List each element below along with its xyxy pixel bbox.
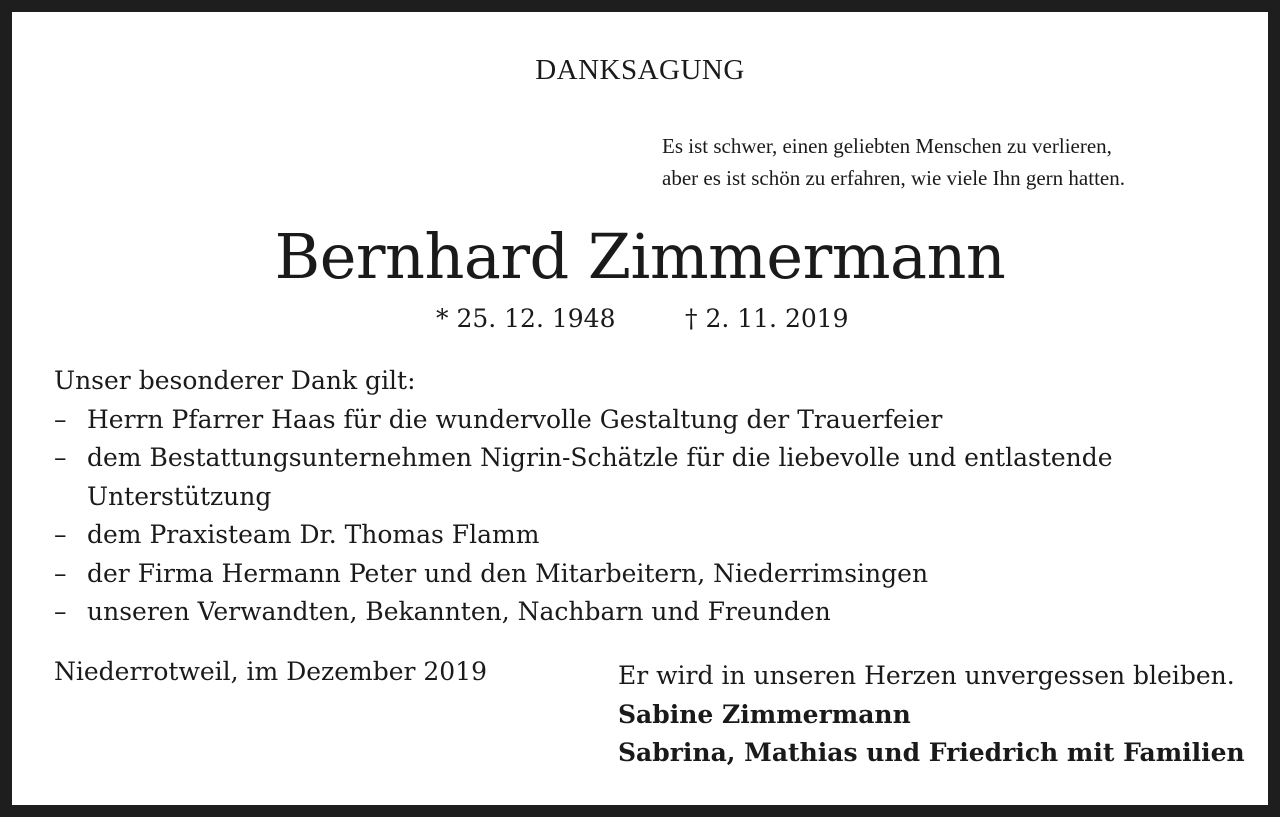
notice-heading: DANKSAGUNG [535, 54, 745, 86]
list-item-text: dem Bestattungsunternehmen Nigrin-Schätzle für die liebevolle und entlastende [87, 443, 1113, 472]
list-item-text: dem Praxisteam Dr. Thomas Flamm [87, 520, 540, 549]
list-item [54, 555, 1113, 594]
quote-block [662, 130, 1125, 194]
dash-bullet: – [54, 597, 67, 626]
obituary-notice [12, 12, 1268, 805]
signer-name: Sabine Zimmermann [618, 699, 911, 729]
list-item-text: der Firma Hermann Peter und den Mitarbeitern, Niederrimsingen [87, 558, 929, 588]
dash-bullet: – [54, 558, 67, 588]
place-date: Niederrotweil, im Dezember 2019 [54, 657, 488, 686]
quote-line: aber es ist schön zu erfahren, wie viele Ihn gern hatten. [662, 166, 1125, 190]
list-item-text: Herrn Pfarrer Haas für die wundervolle Gestaltung der Trauerfeier [87, 404, 943, 434]
thanks-list [54, 362, 1113, 632]
list-item-text: Unterstützung [87, 481, 272, 511]
death-date: † 2. 11. 2019 [685, 304, 849, 333]
list-item [54, 516, 1113, 555]
list-item [54, 593, 1113, 632]
signer-family: Sabrina, Mathias und Friedrich mit Familien [618, 738, 1245, 767]
dash-bullet: – [54, 443, 67, 472]
thanks-intro: Unser besonderer Dank gilt: [54, 366, 416, 395]
dash-bullet: – [54, 520, 67, 549]
list-item [54, 439, 1113, 516]
closing-block [618, 657, 1245, 773]
birth-date: * 25. 12. 1948 [436, 304, 616, 333]
quote-line: Es ist schwer, einen geliebten Menschen zu verlieren, [662, 134, 1112, 158]
dash-bullet: – [54, 404, 67, 434]
closing-line: Er wird in unseren Herzen unvergessen bleiben. [618, 661, 1235, 690]
deceased-name: Bernhard Zimmermann [274, 220, 1006, 293]
list-item-text: unseren Verwandten, Bekannten, Nachbarn und Freunden [87, 597, 831, 626]
list-item [54, 401, 1113, 440]
